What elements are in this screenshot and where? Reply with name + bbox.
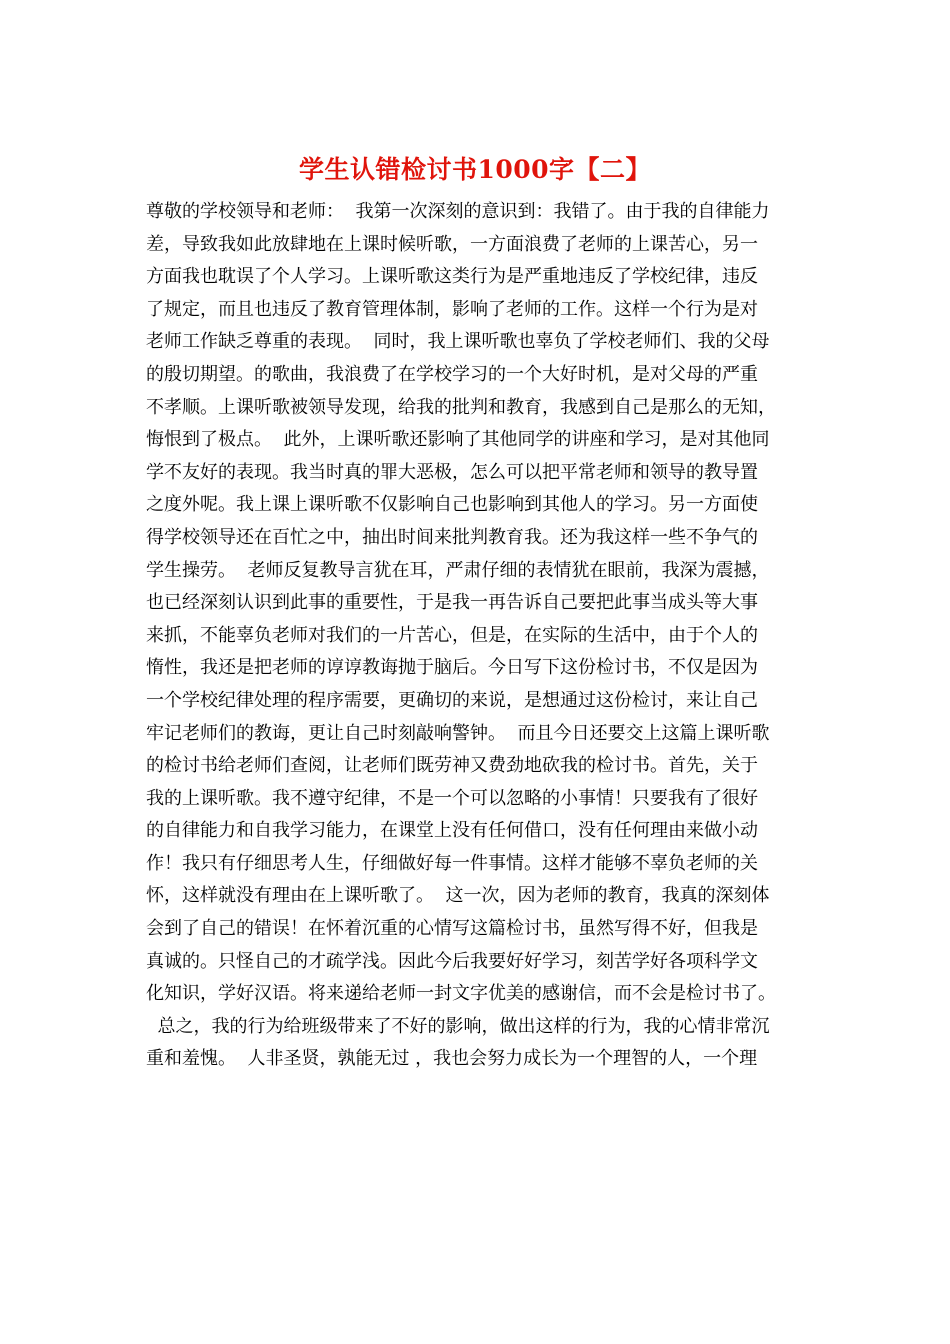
body-line: 来抓，不能辜负老师对我们的一片苦心，但是，在实际的生活中，由于个人的: [146, 624, 758, 646]
body-line: 了规定，而且也违反了教育管理体制，影响了老师的工作。这样一个行为是对: [146, 298, 758, 320]
body-line: 重和羞愧。 人非圣贤，孰能无过 ，我也会努力成长为一个理智的人，一个理: [146, 1048, 758, 1070]
body-line: 惰性，我还是把老师的谆谆教诲抛于脑后。今日写下这份检讨书，不仅是因为: [146, 657, 758, 679]
body-line: 一个学校纪律处理的程序需要，更确切的来说，是想通过这份检讨，来让自己: [146, 689, 758, 711]
body-line: 学不友好的表现。我当时真的罪大恶极，怎么可以把平常老师和领导的教导置: [146, 461, 758, 483]
document-title: 学生认错检讨书1000字【二】: [298, 155, 652, 184]
document-body: [146, 196, 806, 1076]
body-line: 得学校领导还在百忙之中，抽出时间来批判教育我。还为我这样一些不争气的: [146, 526, 758, 548]
body-line: 作！我只有仔细思考人生，仔细做好每一件事情。这样才能够不辜负老师的关: [146, 852, 758, 874]
body-line: 的检讨书给老师们查阅，让老师们既劳神又费劲地砍我的检讨书。首先，关于: [146, 755, 758, 777]
body-line: 怀，这样就没有理由在上课听歌了。 这一次，因为老师的教育，我真的深刻体: [146, 885, 770, 907]
body-line: 悔恨到了极点。 此外，上课听歌还影响了其他同学的讲座和学习，是对其他同: [146, 429, 770, 451]
body-line: 的自律能力和自我学习能力，在课堂上没有任何借口，没有任何理由来做小动: [146, 820, 758, 842]
body-line: 也已经深刻认识到此事的重要性，于是我一再告诉自己要把此事当成头等大事: [146, 592, 758, 614]
body-line: 差，导致我如此放肆地在上课时候听歌，一方面浪费了老师的上课苦心，另一: [146, 233, 758, 255]
body-line: 之度外呢。我上课上课听歌不仅影响自己也影响到其他人的学习。另一方面使: [146, 494, 758, 516]
body-line: 牢记老师们的教诲，更让自己时刻敲响警钟。 而且今日还要交上这篇上课听歌: [146, 722, 770, 744]
body-line: 方面我也耽误了个人学习。上课听歌这类行为是严重地违反了学校纪律，违反: [146, 266, 758, 288]
body-line: 老师工作缺乏尊重的表现。 同时，我上课听歌也辜负了学校老师们、我的父母: [146, 331, 770, 353]
body-line: 总之，我的行为给班级带来了不好的影响，做出这样的行为，我的心情非常沉: [146, 1015, 770, 1037]
body-line: 会到了自己的错误！在怀着沉重的心情写这篇检讨书，虽然写得不好，但我是: [146, 918, 758, 940]
body-line: 化知识，学好汉语。将来递给老师一封文字优美的感谢信，而不会是检讨书了。: [146, 983, 776, 1005]
body-line: 的殷切期望。的歌曲，我浪费了在学校学习的一个大好时机，是对父母的严重: [146, 363, 758, 385]
body-line: 真诚的。只怪自己的才疏学浅。因此今后我要好好学习，刻苦学好各项科学文: [146, 950, 758, 972]
body-line: 尊敬的学校领导和老师： 我第一次深刻的意识到：我错了。由于我的自律能力: [146, 201, 770, 222]
body-line: 学生操劳。 老师反复教导言犹在耳，严肃仔细的表情犹在眼前，我深为震撼，: [146, 559, 770, 581]
body-line: 不孝顺。上课听歌被领导发现，给我的批判和教育，我感到自己是那么的无知，: [146, 396, 776, 418]
body-line: 我的上课听歌。我不遵守纪律，不是一个可以忽略的小事情！只要我有了很好: [146, 787, 758, 809]
